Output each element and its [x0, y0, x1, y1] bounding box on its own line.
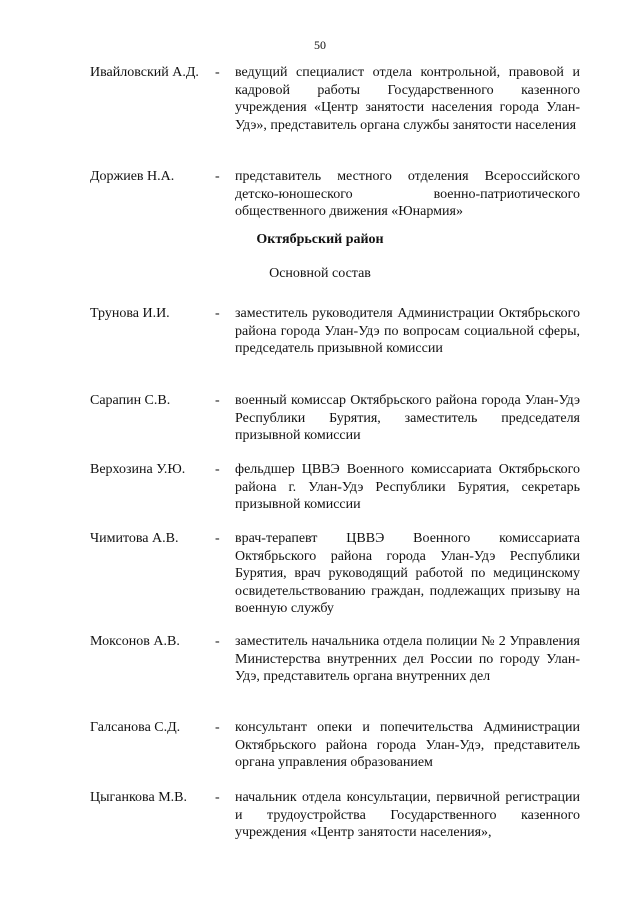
page-number: 50: [314, 38, 326, 52]
member-dash: -: [215, 531, 220, 546]
member-name: Моксонов А.В.: [90, 634, 180, 649]
member-name: Цыганкова М.В.: [90, 790, 187, 805]
member-entry: [90, 530, 580, 618]
member-dash: -: [215, 790, 220, 805]
member-entry: [90, 305, 580, 358]
member-name: Галсанова С.Д.: [90, 720, 181, 735]
composition-heading: Основной состав: [269, 266, 371, 281]
member-entry: [90, 392, 580, 445]
member-role: ведущий специалист отдела контрольной, правовой и кадровой работы Государственного казенного учреждения «Центр занятости населения города Улан-Удэ», представитель органа службы занятости населения: [235, 65, 580, 133]
member-role: представитель местного отделения Всероссийского детско-юношеского военно-патриотического общественного движения «Юнармия»: [235, 169, 580, 220]
member-entry: [90, 461, 580, 514]
member-role: начальник отдела консультации, первичной регистрации и трудоустройства Государственного казенного учреждения «Центр занятости населения»,: [235, 790, 580, 841]
member-entry: [90, 719, 580, 772]
member-name: Ивайловский А.Д.: [90, 65, 199, 80]
member-dash: -: [215, 634, 220, 649]
member-dash: -: [215, 306, 220, 321]
member-entry: [90, 64, 580, 134]
member-name: Трунова И.И.: [90, 306, 170, 321]
member-name: Сарапин С.В.: [90, 393, 171, 408]
member-dash: -: [215, 169, 220, 184]
member-role: военный комиссар Октябрьского района города Улан-Удэ Республики Бурятия, заместитель председателя призывной комиссии: [235, 393, 580, 444]
member-role: заместитель руководителя Администрации Октябрьского района города Улан-Удэ по вопросам социальной сферы, председатель призывной комиссии: [235, 306, 580, 357]
district-heading: Октябрьский район: [256, 232, 384, 247]
member-dash: -: [215, 462, 220, 477]
member-name: Чимитова А.В.: [90, 531, 179, 546]
member-role: консультант опеки и попечительства Администрации Октябрьского района города Улан-Удэ, представитель органа управления образованием: [235, 720, 580, 771]
member-entry: [90, 789, 580, 842]
member-entry: [90, 168, 580, 221]
member-dash: -: [215, 720, 220, 735]
member-dash: -: [215, 65, 220, 80]
member-dash: -: [215, 393, 220, 408]
member-entry: [90, 633, 580, 686]
member-role: фельдшер ЦВВЭ Военного комиссариата Октябрьского района г. Улан-Удэ Республики Бурятия, секретарь призывной комиссии: [235, 462, 580, 513]
member-role: заместитель начальника отдела полиции № 2 Управления Министерства внутренних дел России по городу Улан-Удэ, представитель органа внутренних дел: [235, 634, 580, 685]
member-name: Верхозина У.Ю.: [90, 462, 186, 477]
member-name: Доржиев Н.А.: [90, 169, 175, 184]
member-role: врач-терапевт ЦВВЭ Военного комиссариата Октябрьского района города Улан-Удэ Республики Бурятия, врач руководящий работой по медицинскому освидетельствованию граждан, подлежащих призыву на военную службу: [235, 531, 580, 617]
